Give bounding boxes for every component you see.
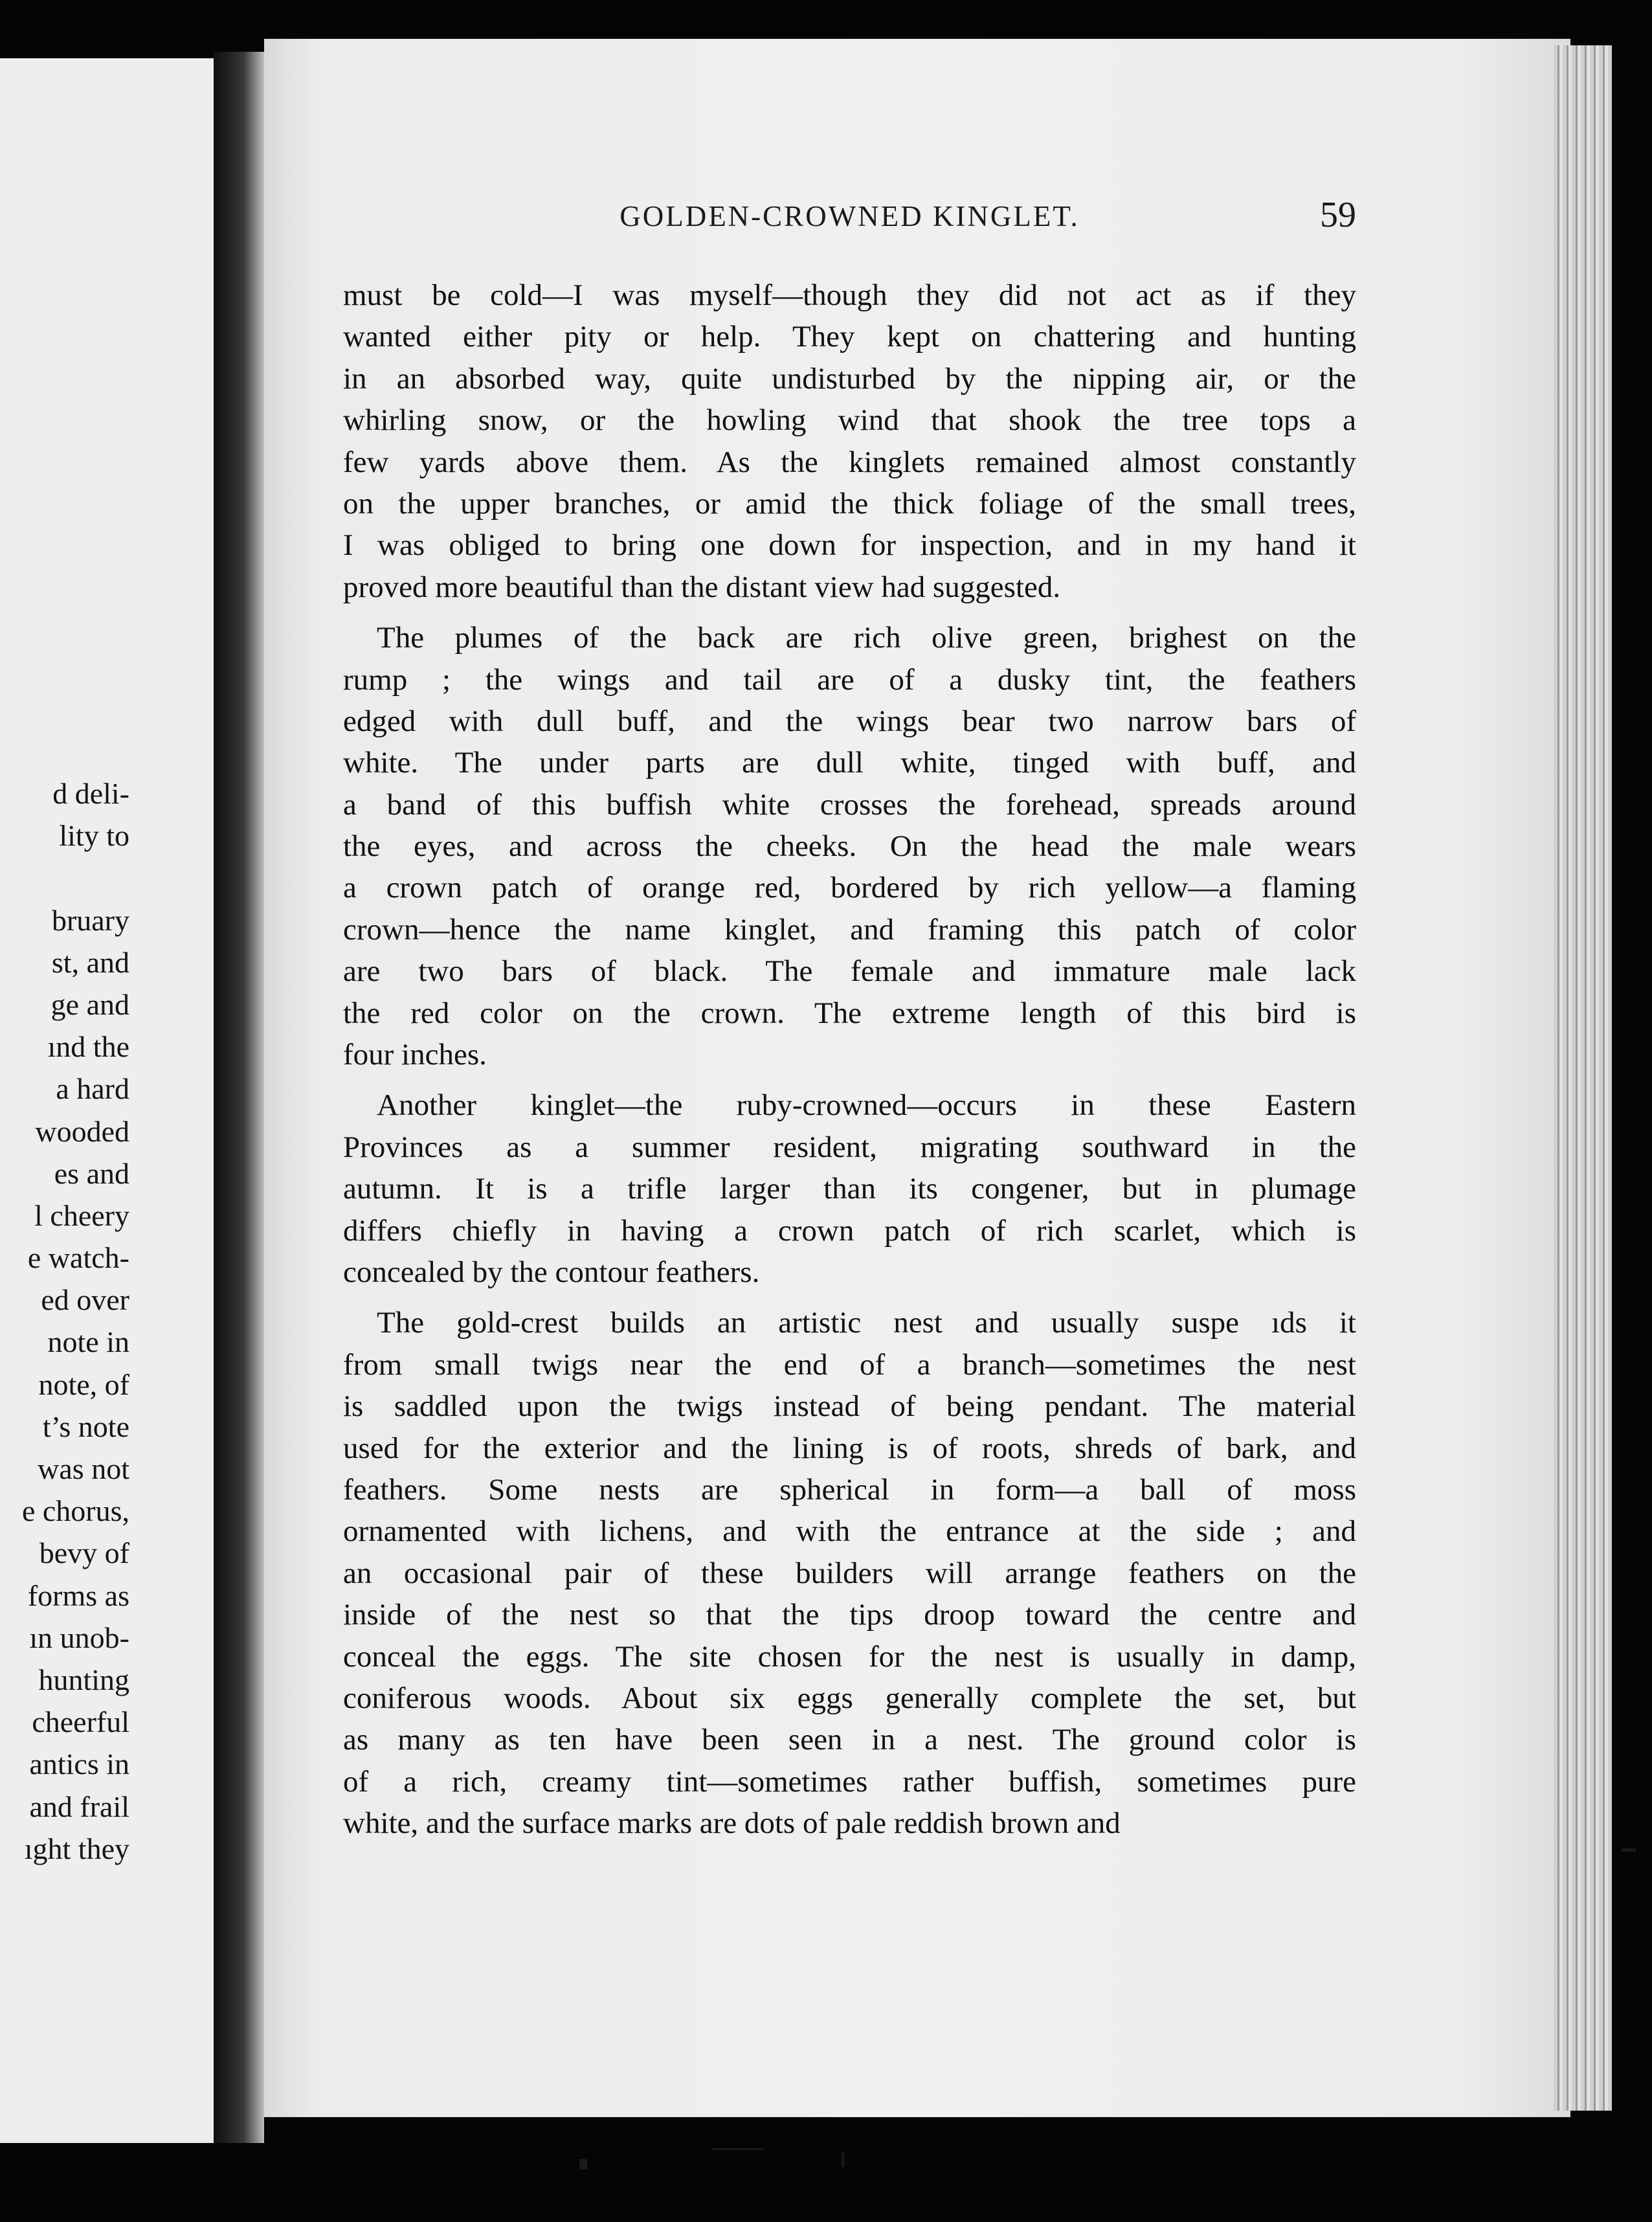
text-line: as many as ten have been seen in a nest. The ground color is [343, 1723, 1356, 1757]
left-page-line: was not [38, 1452, 129, 1485]
text-line: ornamented with lichens, and with the entrance at the side ; and [343, 1514, 1356, 1549]
text-line: inside of the nest so that the tips droop toward the centre and [343, 1598, 1356, 1632]
page-edges [1554, 45, 1612, 2111]
left-page-line: and frail [29, 1790, 129, 1823]
running-title: GOLDEN-CROWNED KINGLET. [620, 200, 1080, 232]
left-page-line: note, of [38, 1367, 129, 1401]
text-line: in an absorbed way, quite undisturbed by the nipping air, or the [343, 361, 1356, 396]
text-line: white. The under parts are dull white, tinged with buff, and [343, 746, 1356, 780]
left-page-line: ed over [41, 1283, 129, 1317]
paragraph [343, 1084, 1356, 1293]
text-line: crown—hence the name kinglet, and framing this patch of color [343, 912, 1356, 947]
running-head [343, 194, 1356, 246]
scan-mark [712, 2148, 764, 2150]
text-line: of a rich, creamy tint—sometimes rather buffish, sometimes pure [343, 1764, 1356, 1799]
left-page-line: a hard [56, 1072, 129, 1106]
paragraph [343, 1302, 1356, 1844]
left-page-line [0, 857, 129, 899]
text-line: The plumes of the back are rich olive green, brighest on the [377, 621, 1356, 655]
text-line: white, and the surface marks are dots of pale reddish brown and [343, 1806, 1121, 1841]
left-page-line: bruary [51, 903, 129, 937]
text-line: Provinces as a summer resident, migrating southward in the [343, 1130, 1356, 1164]
page-number: 59 [1320, 195, 1356, 235]
text-line: few yards above them. As the kinglets remained almost constantly [343, 445, 1356, 479]
left-page-line: t’s note [42, 1409, 129, 1443]
scan-mark [842, 2153, 844, 2167]
text-line: autumn. It is a trifle larger than its congener, but in plumage [343, 1172, 1356, 1206]
text-line: must be cold—I was myself—though they did not act as if they [343, 278, 1356, 312]
left-page-line: ınd the [47, 1030, 129, 1064]
text-line: are two bars of black. The female and immature male lack [343, 954, 1356, 989]
text-line: feathers. Some nests are spherical in form—a ball of moss [343, 1472, 1356, 1507]
paragraph [343, 617, 1356, 1075]
text-line: is saddled upon the twigs instead of being pendant. The material [343, 1389, 1356, 1424]
book-gutter [214, 52, 264, 2143]
text-line: used for the exterior and the lining is of roots, shreds of bark, and [343, 1431, 1356, 1465]
text-line: edged with dull buff, and the wings bear two narrow bars of [343, 704, 1356, 738]
text-line: I was obliged to bring one down for inspection, and in my hand it [343, 528, 1356, 563]
text-line: a band of this buffish white crosses the forehead, spreads around [343, 787, 1356, 822]
left-page-line: ın unob- [29, 1621, 129, 1654]
text-line: proved more beautiful than the distant view had suggested. [343, 570, 1061, 604]
scan-mark [1622, 1848, 1636, 1852]
text-line: the red color on the crown. The extreme length of this bird is [343, 996, 1356, 1030]
left-page-line: antics in [29, 1747, 129, 1781]
body-text [343, 275, 1356, 1853]
text-line: differs chiefly in having a crown patch of rich scarlet, which is [343, 1213, 1356, 1248]
text-line: the eyes, and across the cheeks. On the head the male wears [343, 829, 1356, 864]
left-page-line: bevy of [39, 1536, 129, 1570]
left-page-line: hunting [38, 1663, 129, 1696]
text-line: conceal the eggs. The site chosen for the nest is usually in damp, [343, 1639, 1356, 1674]
left-page-text-fragments [0, 772, 129, 1870]
left-page-line: ıght they [24, 1832, 129, 1865]
left-page-line: l cheery [34, 1198, 129, 1232]
left-page-line: e chorus, [21, 1494, 129, 1528]
text-line: four inches. [343, 1038, 487, 1072]
text-line: wanted either pity or help. They kept on chattering and hunting [343, 320, 1356, 354]
left-page-line: ge and [50, 987, 129, 1021]
left-page-line: cheerful [32, 1705, 129, 1739]
text-line: from small twigs near the end of a branch—sometimes the nest [343, 1347, 1356, 1382]
text-line: an occasional pair of these builders will arrange feathers on the [343, 1556, 1356, 1590]
left-page-line: e watch- [27, 1241, 129, 1275]
left-page-line: lity to [59, 819, 129, 853]
text-line: The gold-crest builds an artistic nest and usually suspe ıds it [377, 1306, 1356, 1340]
text-line: Another kinglet—the ruby-crowned—occurs in these Eastern [377, 1088, 1356, 1123]
text-line: concealed by the contour feathers. [343, 1255, 760, 1289]
left-page-line: st, and [51, 945, 129, 979]
text-line: rump ; the wings and tail are of a dusky tint, the feathers [343, 662, 1356, 697]
left-page-line: es and [54, 1156, 129, 1190]
left-page-line: forms as [27, 1578, 129, 1612]
text-line: a crown patch of orange red, bordered by rich yellow—a flaming [343, 871, 1356, 905]
scan-mark [579, 2159, 587, 2170]
left-page-line: note in [47, 1325, 129, 1359]
text-line: on the upper branches, or amid the thick foliage of the small trees, [343, 486, 1356, 521]
paragraph [343, 275, 1356, 608]
left-page-line: d deli- [52, 777, 129, 810]
text-line: whirling snow, or the howling wind that shook the tree tops a [343, 403, 1356, 438]
left-page [0, 58, 214, 2143]
left-page-line: wooded [35, 1114, 129, 1148]
text-line: coniferous woods. About six eggs generally complete the set, but [343, 1681, 1356, 1715]
